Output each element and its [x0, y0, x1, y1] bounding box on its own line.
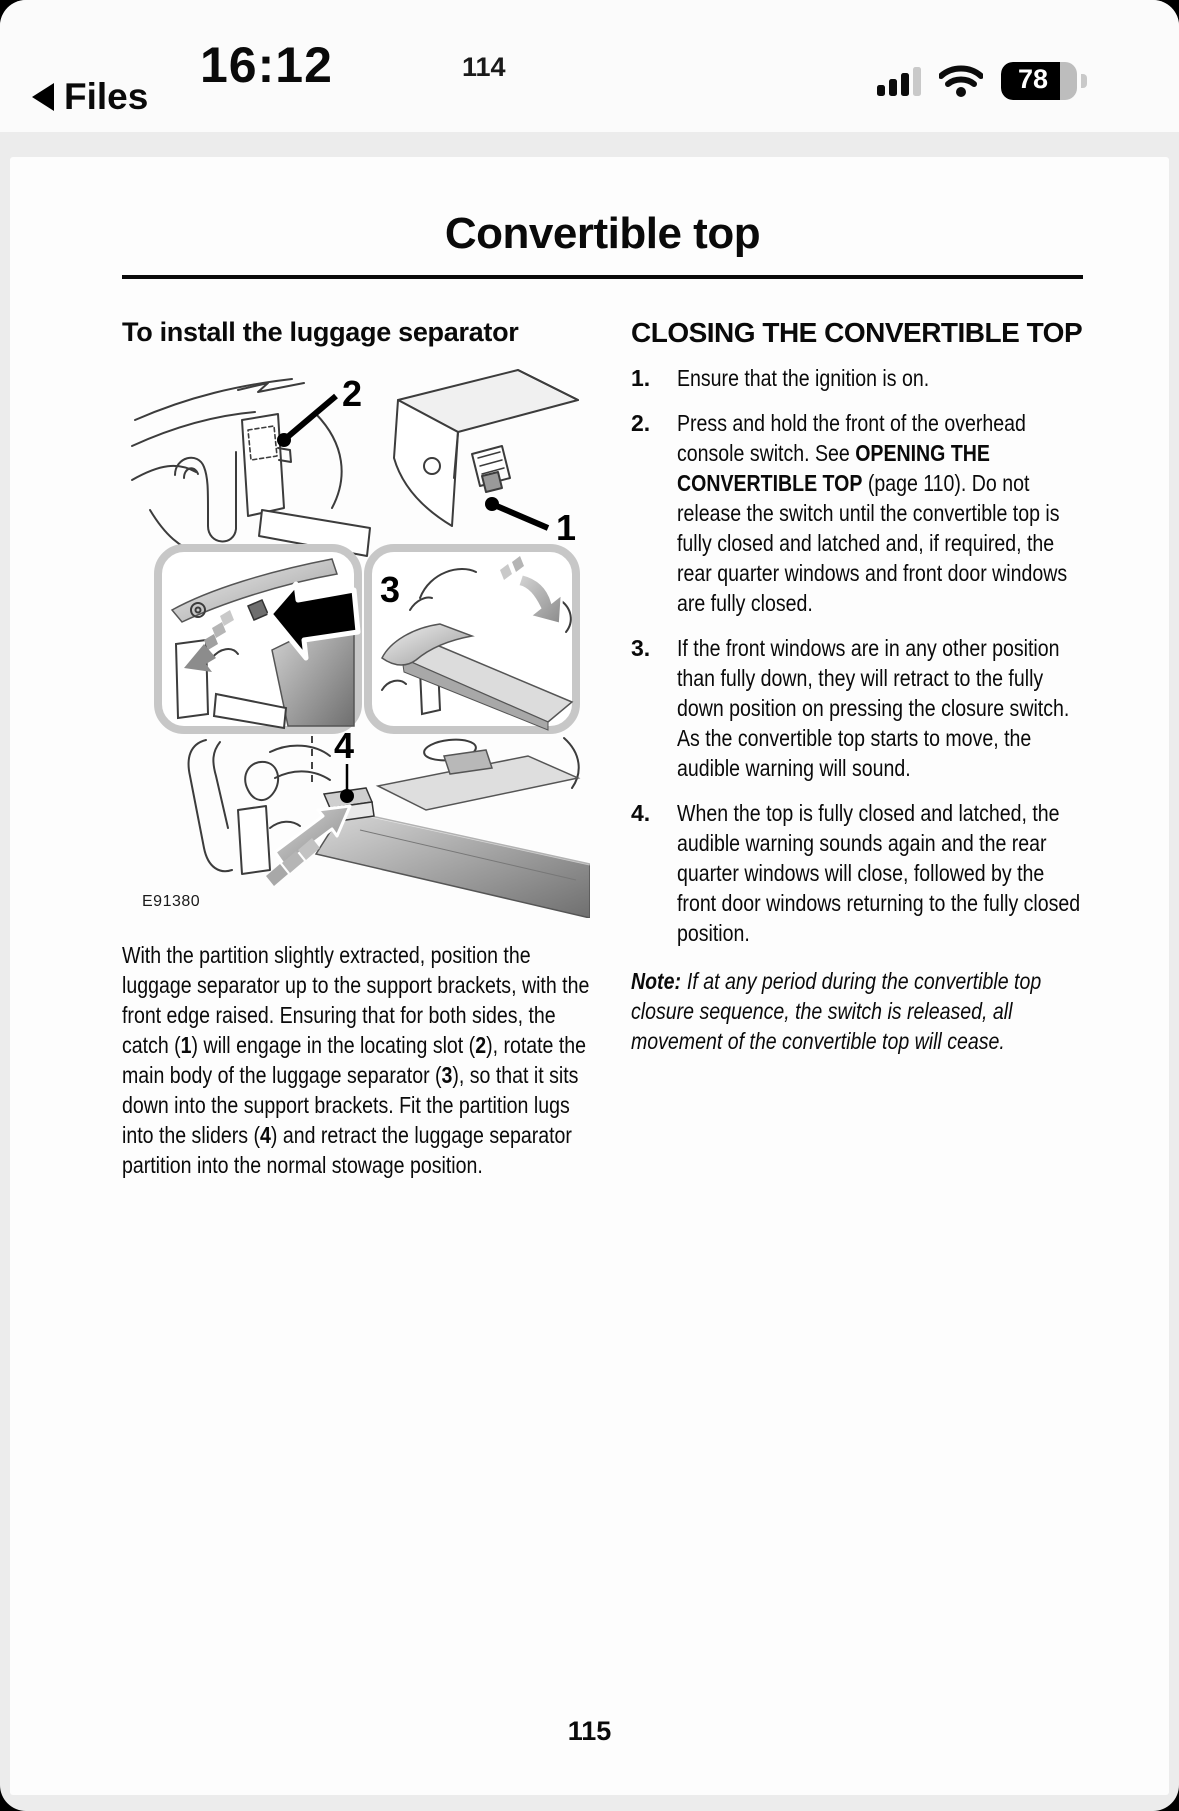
callout-1-leader: [492, 504, 548, 528]
text-segment: ), rotate the main body of the luggage separator (: [122, 1032, 587, 1088]
figure-code: E91380: [142, 893, 201, 910]
text-segment: Ensure that the ignition is on.: [677, 365, 930, 391]
list-item-number: 2.: [631, 410, 651, 436]
cellular-signal-icon: [877, 66, 921, 96]
callout-3-label: 3: [380, 569, 401, 610]
text-segment: ), so that it sits down into the support brackets. Fit the partition lugs into the sliders (: [122, 1062, 579, 1148]
text-segment: 1: [180, 1032, 192, 1058]
text-segment: When the top is fully closed and latched, the audible warning sounds again and the rear quarter windows will close, followed by the front door windows returning to the fully closed position.: [677, 800, 1081, 946]
list-item-number: 1.: [631, 365, 651, 391]
title-rule: [122, 275, 1083, 279]
text-segment: OPENING THE CONVERTIBLE TOP: [677, 440, 990, 496]
page-title: Convertible top: [444, 209, 761, 258]
list-item: [631, 363, 1083, 393]
back-label: Files: [64, 76, 149, 117]
callout-2-dot: [277, 433, 291, 447]
page-number: 115: [567, 1716, 612, 1746]
right-heading: CLOSING THE CONVERTIBLE TOP: [631, 317, 1083, 348]
note-label: Note:: [631, 968, 681, 994]
list-item-text: [677, 633, 1081, 783]
figure-subdrawing-slider: [189, 725, 590, 918]
text-segment: 2: [475, 1032, 487, 1058]
figure-inset-right: [368, 548, 576, 730]
list-item-text: [677, 363, 1081, 393]
install-paragraph: [122, 940, 589, 1180]
clock: 16:12: [200, 37, 333, 93]
callout-2-leader: [284, 396, 336, 440]
document-page[interactable]: [10, 157, 1169, 1795]
list-item-text: [677, 408, 1081, 618]
closing-steps-list: [631, 363, 1083, 948]
status-icons: [877, 62, 1087, 100]
text-segment: Press and hold the front of the overhead console switch. See: [677, 410, 1026, 466]
callout-2-label: 2: [342, 373, 363, 414]
left-column: [122, 317, 592, 1180]
text-segment: 3: [441, 1062, 453, 1088]
note-text: If at any period during the convertible top closure sequence, the switch is released, all movement of the convertible top will cease.: [631, 968, 1042, 1054]
wifi-icon: [939, 65, 983, 97]
text-segment: (page 110). Do not release the switch until the convertible top is fully closed and latched and, if required, the rear quarter windows and front door windows are fully closed.: [677, 470, 1068, 616]
figure-luggage-separator: [120, 358, 590, 918]
columns: [122, 317, 1083, 1180]
list-item-number: 3.: [631, 635, 651, 661]
text-segment: ) will engage in the locating slot (: [191, 1032, 476, 1058]
left-heading: To install the luggage separator: [122, 317, 519, 347]
figure-subdrawing-bracket: [132, 379, 370, 556]
list-item: [631, 408, 1083, 618]
text-segment: With the partition slightly extracted, position the luggage separator up to the support brackets, with the front edge raised. Ensuring that for both sides, the catch (: [122, 942, 590, 1058]
list-item-number: 4.: [631, 800, 651, 826]
back-chevron-icon: [32, 83, 54, 111]
list-item-text: [677, 798, 1081, 948]
pdf-page-indicator: 114: [462, 52, 506, 82]
status-bar: [0, 0, 1179, 132]
text-segment: ) and retract the luggage separator partition into the normal stowage position.: [122, 1122, 572, 1178]
figure-inset-left: [158, 548, 358, 730]
callout-1-label: 1: [556, 507, 577, 548]
text-segment: 4: [260, 1122, 271, 1148]
right-column: [631, 317, 1083, 1180]
note: [631, 966, 1081, 1056]
list-item: [631, 633, 1083, 783]
callout-4-label: 4: [334, 725, 355, 766]
battery-cap: [1081, 74, 1087, 88]
text-segment: If the front windows are in any other position than fully down, they will retract to the fully down position on pressing the closure switch. As the convertible top starts to move, the audible warning will sound.: [677, 635, 1070, 781]
files-back-button[interactable]: [32, 76, 148, 118]
battery-percent: 78: [1017, 64, 1049, 94]
callout-1-dot: [485, 497, 499, 511]
list-item: [631, 798, 1083, 948]
battery-icon: [1001, 62, 1077, 100]
